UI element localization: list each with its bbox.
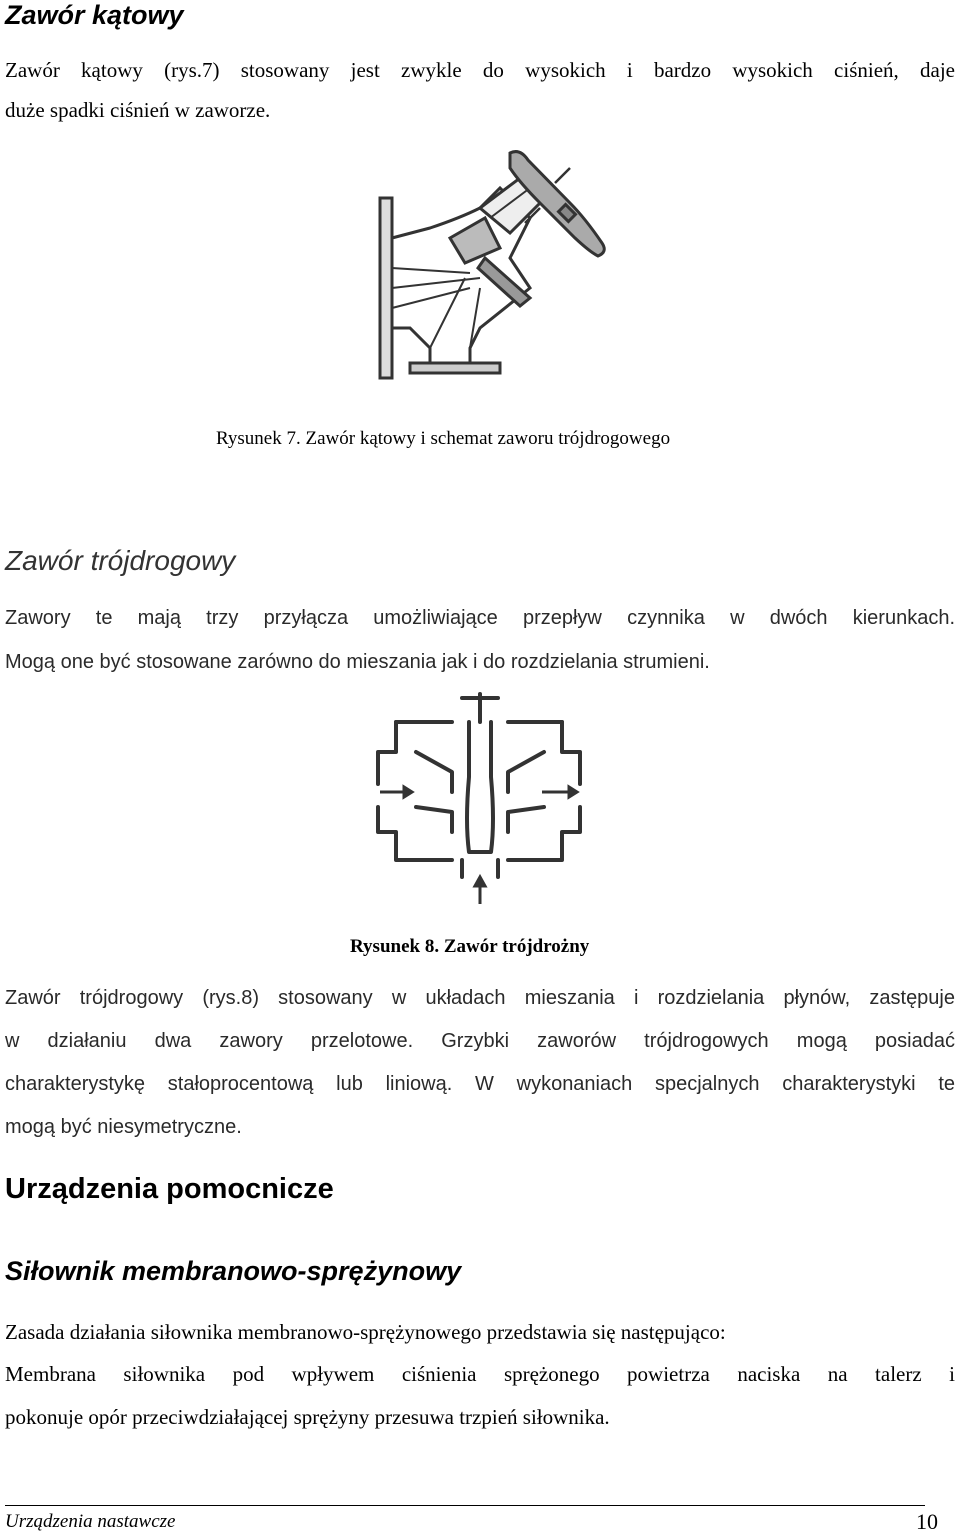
paragraph-line: Zasada działania siłownika membranowo-sprężynowego przedstawia się następująco: bbox=[5, 1320, 726, 1344]
paragraph-line: mogą być niesymetryczne. bbox=[5, 1116, 242, 1138]
paragraph-line: w działaniu dwa zawory przelotowe. Grzybki zaworów trójdrogowych mogą posiadać bbox=[5, 1030, 955, 1052]
heading-three-way-valve: Zawór trójdrogowy bbox=[5, 545, 236, 576]
subheading-actuator: Siłownik membranowo-sprężynowy bbox=[5, 1256, 462, 1286]
paragraph-line: Zawór trójdrogowy (rys.8) stosowany w układach mieszania i rozdzielania płynów, zastępuje bbox=[5, 987, 955, 1009]
paragraph-line: Mogą one być stosowane zarówno do mieszania jak i do rozdzielania strumieni. bbox=[5, 651, 710, 673]
paragraph-line: duże spadki ciśnień w zaworze. bbox=[5, 98, 271, 122]
three-way-valve-figure bbox=[372, 692, 587, 907]
page-number: 10 bbox=[916, 1509, 938, 1534]
angle-valve-figure bbox=[370, 148, 610, 398]
heading-angle-valve: Zawór kątowy bbox=[5, 0, 184, 30]
footer-divider bbox=[5, 1505, 925, 1506]
paragraph-line: Zawór kątowy (rys.7) stosowany jest zwykle do wysokich i bardzo wysokich ciśnień, daje bbox=[5, 58, 955, 82]
paragraph-line: Membrana siłownika pod wpływem ciśnienia sprężonego powietrza naciska na talerz i bbox=[5, 1362, 955, 1386]
figure-7-caption: Rysunek 7. Zawór kątowy i schemat zaworu trójdrogowego bbox=[216, 428, 671, 449]
paragraph-line: Zawory te mają trzy przyłącza umożliwiające przepływ czynnika w dwóch kierunkach. bbox=[5, 607, 955, 629]
paragraph-line: pokonuje opór przeciwdziałającej sprężyny przesuwa trzpień siłownika. bbox=[5, 1405, 610, 1429]
figure-8-caption: Rysunek 8. Zawór trójdrożny bbox=[350, 936, 590, 957]
heading-auxiliary-devices: Urządzenia pomocnicze bbox=[5, 1173, 334, 1205]
paragraph-line: charakterystykę stałoprocentową lub liniową. W wykonaniach specjalnych charakterystyki te bbox=[5, 1073, 955, 1095]
footer-title: Urządzenia nastawcze bbox=[5, 1511, 176, 1532]
